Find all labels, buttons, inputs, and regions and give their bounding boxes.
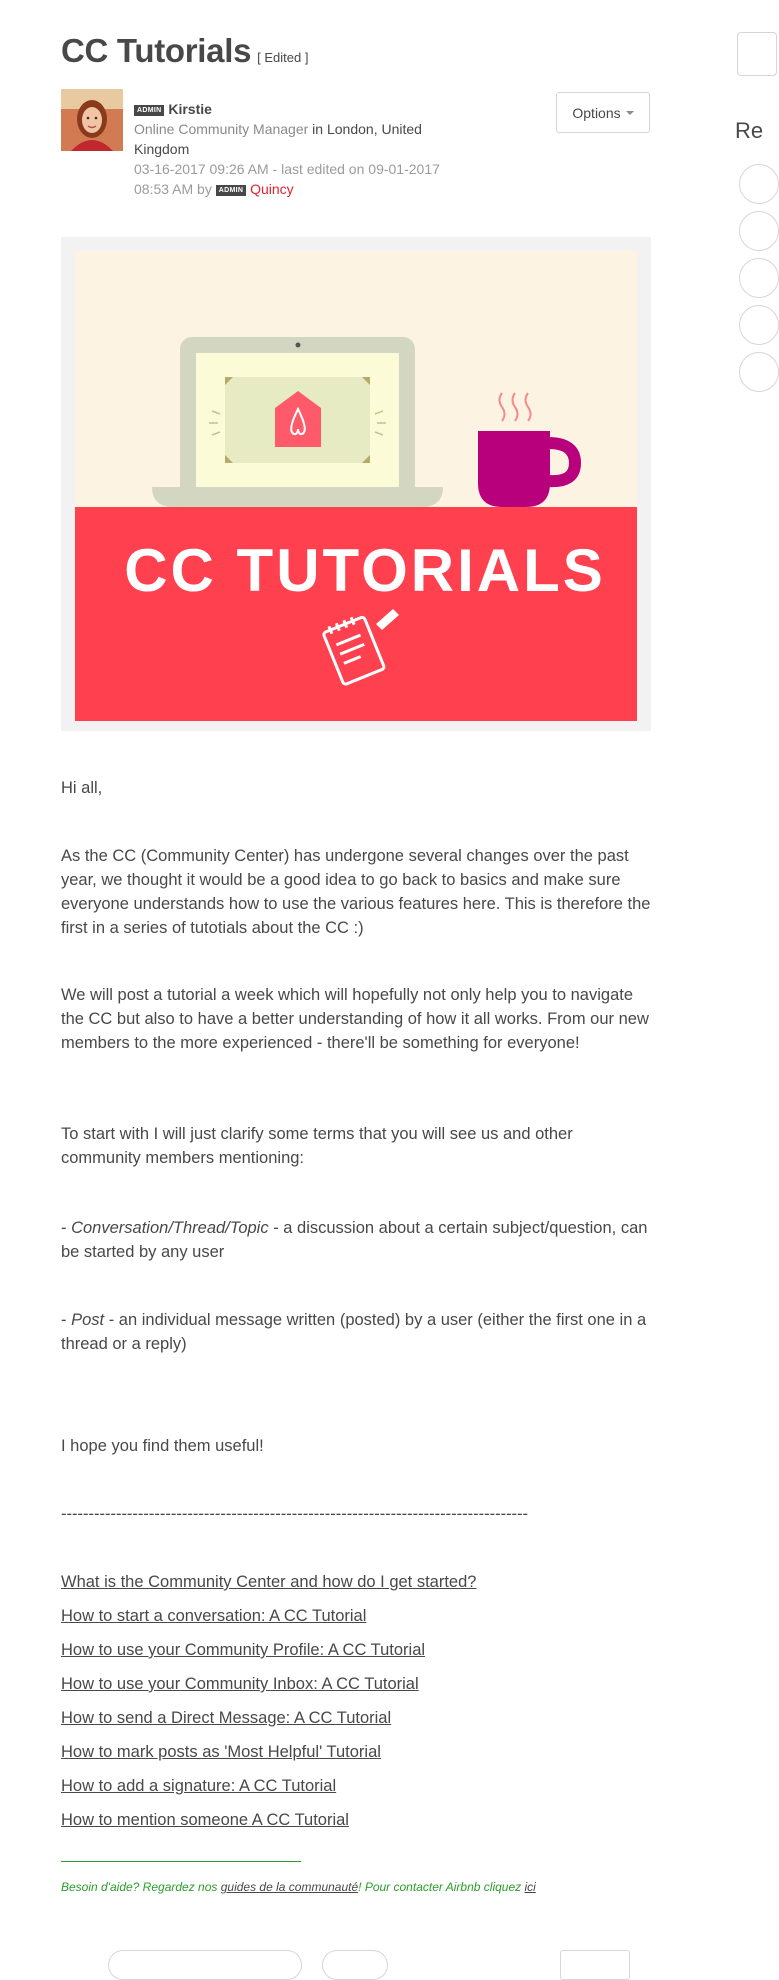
- term-definition: - a discussion about a certain subject/question, can be started by any user: [61, 1219, 648, 1261]
- editor-name[interactable]: Quincy: [250, 181, 294, 197]
- bottom-action-button[interactable]: [322, 1950, 388, 1980]
- banner-text: CC TUTORIALS: [124, 537, 606, 604]
- author-name[interactable]: Kirstie: [168, 101, 212, 117]
- tutorial-link[interactable]: How to start a conversation: A CC Tutorial: [61, 1607, 367, 1625]
- terms-intro-paragraph: To start with I will just clarify some terms that you will see us and other community members mentioning:: [61, 1125, 573, 1167]
- title-row: [61, 32, 308, 70]
- term-name: Post: [71, 1311, 105, 1329]
- last-edited-date: 09-01-2017 08:53 AM: [134, 161, 440, 197]
- post-dates: [134, 159, 464, 199]
- pagination-control[interactable]: [560, 1950, 630, 1980]
- closing-text: I hope you find them useful!: [61, 1437, 264, 1455]
- term-conversation: [61, 1216, 651, 1264]
- term-name: Conversation/Thread/Topic: [71, 1219, 269, 1237]
- tutorial-link[interactable]: How to use your Community Profile: A CC Tutorial: [61, 1641, 426, 1659]
- tutorial-links-list: [61, 1570, 651, 1832]
- tutorial-link[interactable]: How to use your Community Inbox: A CC Tutorial: [61, 1675, 419, 1693]
- tutorial-link[interactable]: How to add a signature: A CC Tutorial: [61, 1777, 337, 1795]
- admin-badge: ADMIN: [134, 105, 164, 116]
- sidebar-avatar[interactable]: [739, 211, 779, 251]
- signature-text: Besoin d'aide? Regardez nos: [61, 1880, 221, 1894]
- caret-down-icon: [626, 111, 634, 115]
- author-block: [61, 89, 651, 209]
- sidebar-search-input[interactable]: [737, 32, 777, 76]
- term-definition: - an individual message written (posted) by a user (either the first one in a thread or a reply): [61, 1311, 647, 1353]
- last-edited-label: - last edited on: [268, 161, 369, 177]
- tutorial-link[interactable]: What is the Community Center and how do I get started?: [61, 1573, 477, 1591]
- signature-text-2: ! Pour contacter Airbnb cliquez: [358, 1880, 525, 1894]
- greeting-text: Hi all,: [61, 779, 103, 797]
- term-post: [61, 1308, 651, 1356]
- sidebar-heading: Re: [735, 118, 764, 143]
- community-guides-link[interactable]: guides de la communauté: [220, 1880, 359, 1894]
- author-location: London, United Kingdom: [134, 121, 422, 157]
- author-role: Online Community Manager: [134, 121, 309, 137]
- page-title: CC Tutorials: [61, 32, 252, 69]
- tutorial-link[interactable]: How to mark posts as 'Most Helpful' Tutorial: [61, 1743, 381, 1761]
- avatar-image: [61, 89, 123, 151]
- author-line: [134, 99, 464, 119]
- sidebar-avatar[interactable]: [739, 258, 779, 298]
- editor-admin-badge: ADMIN: [216, 185, 246, 196]
- bottom-action-button[interactable]: [108, 1950, 302, 1980]
- options-label: Options: [572, 104, 621, 121]
- by-label: by: [193, 181, 216, 197]
- term-prefix: -: [61, 1219, 72, 1237]
- sidebar-avatar[interactable]: [739, 352, 779, 392]
- divider-text: -------------------------------------------------------------------------------------: [61, 1505, 529, 1523]
- schedule-paragraph: We will post a tutorial a week which will hopefully not only help you to navigate the CC but also to have a better understanding of how it all works. From our new members to the more experienced - there'll be something for everyone!: [61, 986, 649, 1052]
- cc-tutorials-banner-image: [75, 251, 637, 721]
- options-button[interactable]: [556, 92, 650, 133]
- banner-frame: [61, 237, 651, 731]
- signature-divider: [61, 1861, 301, 1862]
- author-role-line: [134, 119, 464, 159]
- sidebar-avatar[interactable]: [739, 164, 779, 204]
- signature: [61, 1880, 536, 1894]
- tutorial-link[interactable]: How to send a Direct Message: A CC Tutorial: [61, 1709, 392, 1727]
- avatar[interactable]: [61, 89, 123, 151]
- right-sidebar: [733, 0, 773, 1962]
- author-meta: [134, 99, 464, 199]
- intro-paragraph: As the CC (Community Center) has undergone several changes over the past year, we thought it would be a good idea to go back to basics and make sure everyone understands how to use the various features here. This is therefore the first in a series of tutotials about the CC :): [61, 847, 651, 937]
- sidebar-avatar[interactable]: [739, 305, 779, 345]
- edited-tag: [ Edited ]: [257, 50, 309, 65]
- post-date: 03-16-2017 09:26 AM: [134, 161, 269, 177]
- contact-link[interactable]: ici: [524, 1880, 536, 1894]
- term-prefix: -: [61, 1311, 72, 1329]
- tutorial-link[interactable]: How to mention someone A CC Tutorial: [61, 1811, 349, 1829]
- location-prefix: in: [308, 121, 327, 137]
